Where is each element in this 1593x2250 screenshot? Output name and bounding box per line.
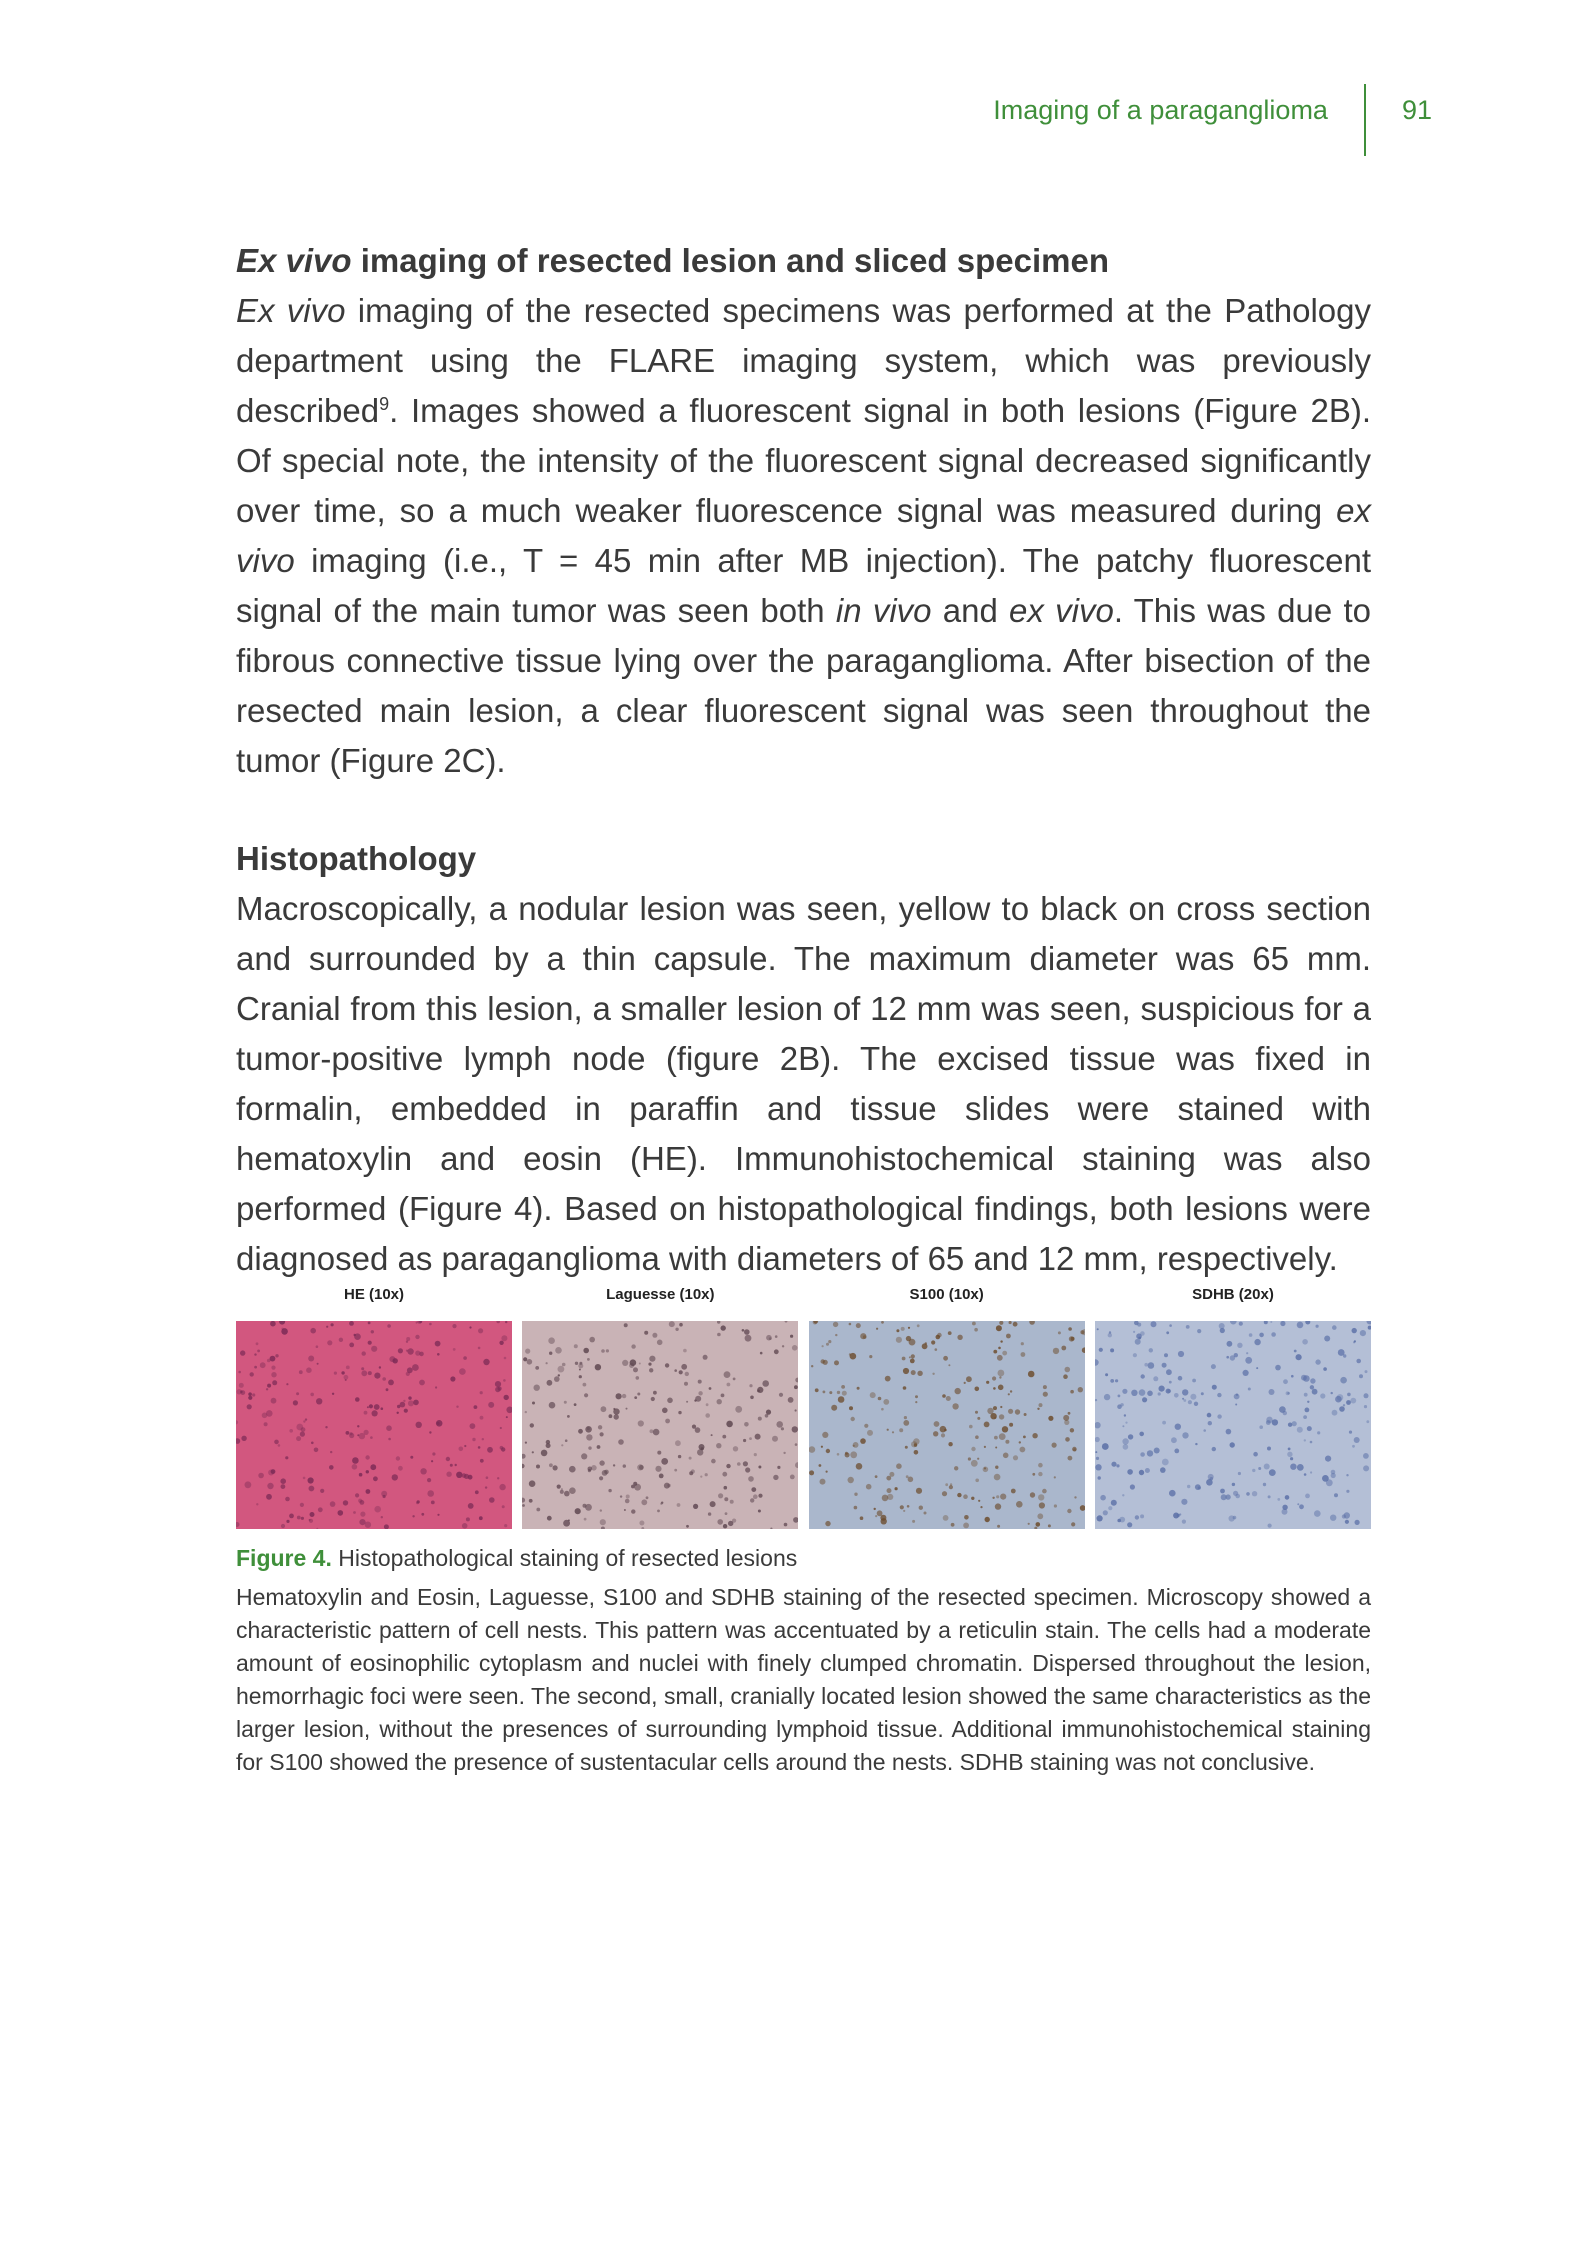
italic-term: ex vivo — [236, 492, 1371, 579]
italic-term: in vivo — [835, 592, 932, 629]
running-title: Imaging of a paraganglioma — [993, 95, 1328, 125]
caption-title-text: Histopathological staining of resected lesions — [331, 1545, 798, 1571]
micrograph-he — [236, 1321, 512, 1529]
paragraph-ex-vivo — [236, 286, 1371, 786]
text-run: and — [931, 592, 1010, 629]
text-run: imaging (i.e., T = 45 min after MB injection). The patchy fluorescent signal of the main tumor was seen both — [236, 542, 1371, 629]
page-number: 91 — [1401, 95, 1432, 125]
text-run: imaging of the resected specimens was performed at the Pathology department using the FLARE imaging system, which was previously described — [236, 292, 1371, 429]
heading-rest: imaging of resected lesion and sliced specimen — [351, 242, 1109, 279]
heading-italic: Ex vivo — [236, 242, 352, 279]
panel-label-sdhb: SDHB (20x) — [1192, 1286, 1274, 1303]
micrograph-laguesse — [522, 1321, 798, 1529]
panel-label-laguesse: Laguesse (10x) — [606, 1286, 715, 1303]
figure-4 — [236, 1283, 1371, 1529]
section-heading-ex-vivo — [236, 236, 1371, 286]
panel-label-he: HE (10x) — [343, 1286, 405, 1303]
caption-body: Hematoxylin and Eosin, Laguesse, S100 and SDHB staining of the resected specimen. Microscopy showed a characteristic pattern of cell nests. This pattern was accentuated by a reticulin stain. The cells had a moderate amount of eosinophilic cytoplasm and nuclei with finely clumped chromatin. Dispersed throughout the lesion, hemorrhagic foci were seen. The second, small, cranially located lesion showed the same characteristics as the larger lesion, without the presences of surrounding lymphoid tissue. Additional immunohistochemical staining for S100 showed the presence of sustentacular cells around the nests. SDHB staining was not conclusive. — [236, 1584, 1371, 1775]
micrograph-sdhb — [1095, 1321, 1371, 1529]
panel-label-s100: S100 (10x) — [909, 1286, 984, 1303]
figure-caption — [236, 1541, 1371, 1779]
section-heading-histopathology: Histopathology — [236, 840, 477, 877]
citation-superscript: 9 — [379, 394, 390, 414]
caption-figure-number: Figure 4. — [236, 1545, 332, 1571]
text-run: . Images showed a fluorescent signal in both lesions (Figure 2B). Of special note, the intensity of the fluorescent signal decreased significantly over time, so a much weaker fluorescence signal was measured during — [236, 392, 1371, 529]
micrograph-panels — [236, 1321, 1371, 1529]
micrograph-s100 — [809, 1321, 1085, 1529]
caption-title — [236, 1541, 1371, 1575]
running-header — [993, 92, 1432, 156]
italic-term: Ex vivo — [236, 292, 346, 329]
paragraph-histopathology: Macroscopically, a nodular lesion was seen, yellow to black on cross section and surrounded by a thin capsule. The maximum diameter was 65 mm. Cranial from this lesion, a smaller lesion of 12 mm was seen, suspicious for a tumor-positive lymph node (figure 2B). The excised tissue was fixed in formalin, embedded in paraffin and tissue slides were stained with hematoxylin and eosin (HE). Immunohistochemical staining was also performed (Figure 4). Based on histopathological findings, both lesions were diagnosed as paraganglioma with diameters of 65 and 12 mm, respectively. — [236, 890, 1371, 1277]
text-run: . This was due to fibrous connective tissue lying over the paraganglioma. After bisection of the resected main lesion, a clear fluorescent signal was seen throughout the tumor (Figure 2C). — [236, 592, 1371, 779]
section-spacer — [236, 786, 1371, 834]
italic-term: ex vivo — [1009, 592, 1114, 629]
main-content — [236, 236, 1371, 1284]
panel-labels — [236, 1283, 1371, 1311]
